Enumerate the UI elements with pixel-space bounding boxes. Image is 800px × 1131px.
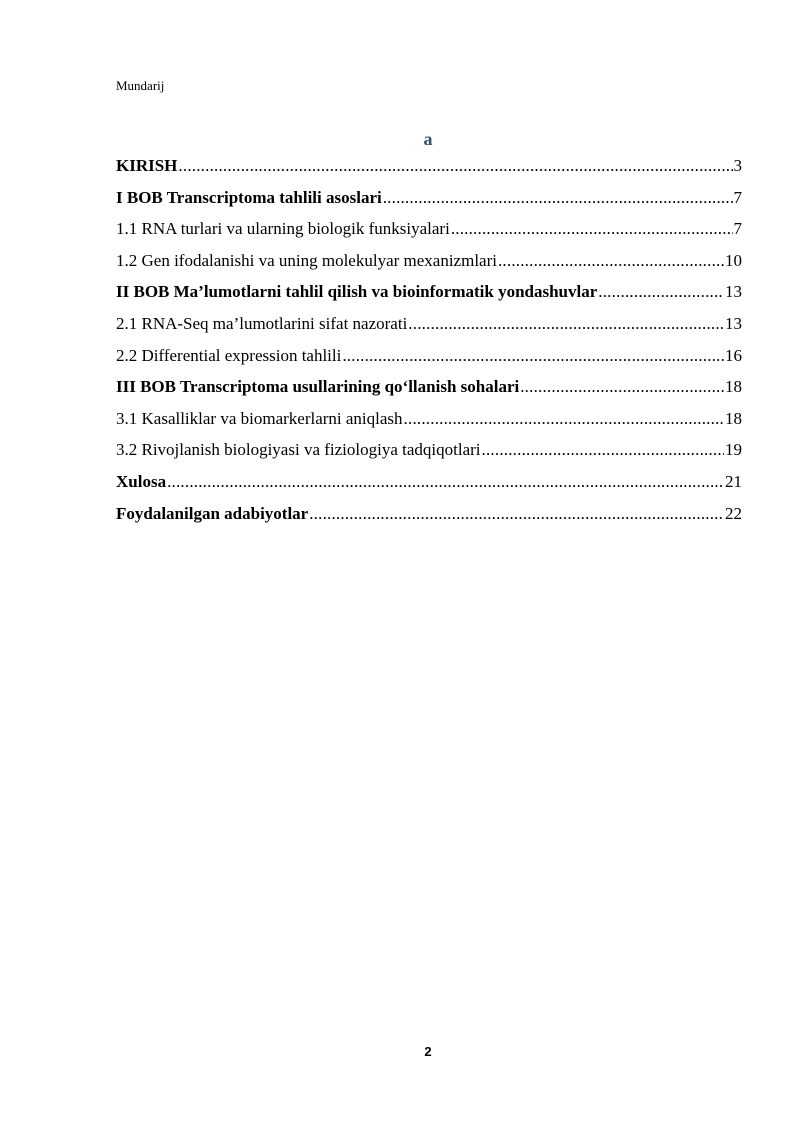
toc-entry-title: 3.2 Rivojlanish biologiyasi va fiziologiya tadqiqotlari	[116, 440, 481, 460]
toc-entry-title: KIRISH	[116, 156, 178, 175]
toc-entry-page: 19	[725, 440, 742, 460]
toc-entry-title: I BOB Transcriptoma tahlili asoslari	[116, 187, 382, 207]
toc-entry	[116, 466, 742, 498]
toc-entry-title: 1.1 RNA turlari va ularning biologik funksiyalari	[116, 219, 450, 239]
toc-leader-dots	[309, 498, 724, 530]
toc-entry-title: 1.2 Gen ifodalanishi va uning molekulyar mexanizmlari	[116, 250, 497, 270]
toc-entry	[116, 498, 742, 530]
table-of-contents	[116, 150, 742, 529]
page-number: 2	[424, 1044, 432, 1059]
toc-entry-page: 7	[733, 187, 742, 207]
toc-leader-dots	[342, 340, 724, 372]
toc-entry-title: 3.1 Kasalliklar va biomarkerlarni aniqlash	[116, 408, 403, 428]
toc-leader-dots	[178, 150, 732, 182]
toc-entry-title: II BOB Ma’lumotlarni tahlil qilish va bioinformatik yondashuvlar	[116, 282, 598, 302]
toc-entry	[116, 182, 742, 214]
toc-entry-title: 2.2 Differential expression tahlili	[116, 345, 342, 365]
toc-entry-page: 13	[725, 313, 742, 333]
toc-leader-dots	[404, 403, 724, 435]
toc-entry-page: 3	[733, 156, 742, 175]
toc-entry-title: Foydalanilgan adabiyotlar	[116, 503, 309, 523]
toc-entry	[116, 371, 742, 403]
toc-entry	[116, 340, 742, 372]
toc-entry-title: III BOB Transcriptoma usullarining qo‘llanish sohalari	[116, 377, 520, 397]
toc-entry	[116, 276, 742, 308]
toc-entry-page: 7	[733, 219, 742, 239]
toc-leader-dots	[482, 434, 724, 466]
toc-leader-dots	[167, 466, 724, 498]
toc-leader-dots	[383, 182, 733, 214]
toc-leader-dots	[598, 276, 724, 308]
toc-entry-page: 21	[725, 471, 742, 491]
toc-entry	[116, 213, 742, 245]
toc-entry	[116, 245, 742, 277]
toc-entry-page: 13	[725, 282, 742, 302]
toc-leader-dots	[520, 371, 724, 403]
toc-entry	[116, 308, 742, 340]
document-heading: Mundarij	[116, 78, 165, 93]
toc-entry-page: 16	[725, 345, 742, 365]
toc-entry-page: 18	[725, 377, 742, 397]
heading-continuation: a	[423, 129, 433, 149]
toc-entry-title: Xulosa	[116, 471, 167, 491]
toc-entry	[116, 403, 742, 435]
toc-leader-dots	[408, 308, 724, 340]
toc-entry-page: 22	[725, 503, 742, 523]
toc-leader-dots	[498, 245, 724, 277]
toc-entry-page: 18	[725, 408, 742, 428]
toc-entry	[116, 434, 742, 466]
toc-leader-dots	[451, 213, 733, 245]
toc-entry-page: 10	[725, 250, 742, 270]
toc-entry	[116, 150, 742, 182]
toc-entry-title: 2.1 RNA-Seq ma’lumotlarini sifat nazorati	[116, 313, 408, 333]
